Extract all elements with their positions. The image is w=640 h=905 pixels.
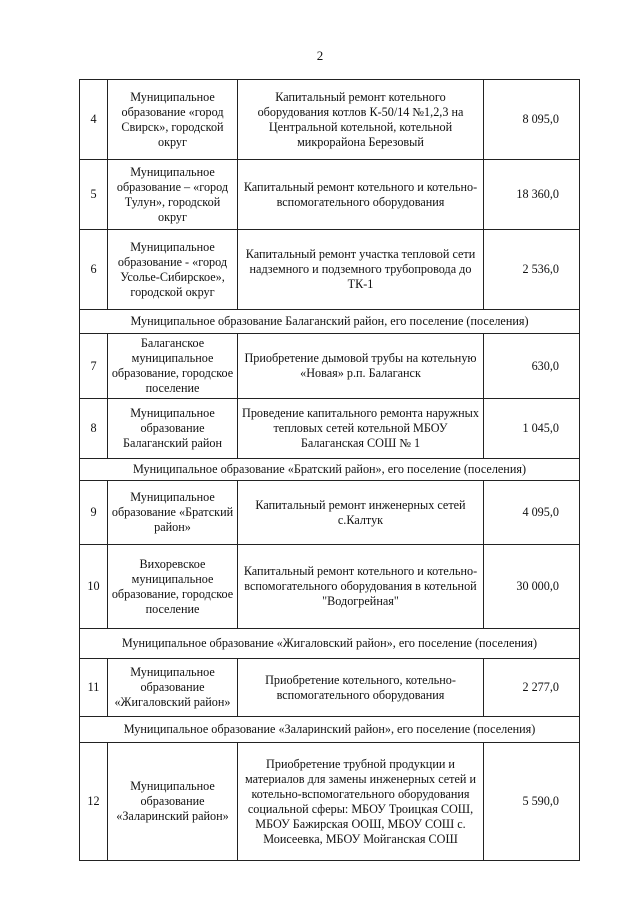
table-row xyxy=(80,481,580,545)
amount-cell: 5 590,0 xyxy=(484,743,580,861)
row-number: 8 xyxy=(80,399,108,459)
table-row xyxy=(80,743,580,861)
row-number: 11 xyxy=(80,659,108,717)
section-row xyxy=(80,629,580,659)
work-description-cell: Проведение капитального ремонта наружных тепловых сетей котельной МБОУ Балаганская СОШ № 1 xyxy=(238,399,484,459)
section-row xyxy=(80,717,580,743)
row-number: 10 xyxy=(80,545,108,629)
municipality-cell: Муниципальное образование «Жигаловский район» xyxy=(108,659,238,717)
section-row xyxy=(80,310,580,334)
row-number: 6 xyxy=(80,230,108,310)
amount-cell: 8 095,0 xyxy=(484,80,580,160)
section-title: Муниципальное образование Балаганский район, его поселение (поселения) xyxy=(80,310,580,334)
work-description-cell: Капитальный ремонт котельного оборудования котлов К-50/14 №1,2,3 на Центральной котельной, котельной микрорайона Березовый xyxy=(238,80,484,160)
work-description-cell: Приобретение котельного, котельно-вспомогательного оборудования xyxy=(238,659,484,717)
municipality-cell: Муниципальное образование «Братский район» xyxy=(108,481,238,545)
table-row xyxy=(80,659,580,717)
table-row xyxy=(80,80,580,160)
municipality-cell: Муниципальное образование «город Свирск», городской округ xyxy=(108,80,238,160)
table-row xyxy=(80,334,580,399)
municipality-cell: Балаганское муниципальное образование, городское поселение xyxy=(108,334,238,399)
amount-cell: 2 277,0 xyxy=(484,659,580,717)
municipality-cell: Муниципальное образование - «город Усолье-Сибирское», городской округ xyxy=(108,230,238,310)
page-number: 2 xyxy=(316,48,324,63)
municipality-cell: Вихоревское муниципальное образование, городское поселение xyxy=(108,545,238,629)
funding-table xyxy=(79,79,580,861)
row-number: 4 xyxy=(80,80,108,160)
work-description-cell: Капитальный ремонт участка тепловой сети надземного и подземного трубопровода до ТК-1 xyxy=(238,230,484,310)
section-row xyxy=(80,459,580,481)
table-row xyxy=(80,545,580,629)
municipality-cell: Муниципальное образование Балаганский район xyxy=(108,399,238,459)
amount-cell: 630,0 xyxy=(484,334,580,399)
amount-cell: 30 000,0 xyxy=(484,545,580,629)
work-description-cell: Капитальный ремонт котельного и котельно-вспомогательного оборудования в котельной "Водогрейная" xyxy=(238,545,484,629)
table-row xyxy=(80,230,580,310)
section-title: Муниципальное образование «Заларинский район», его поселение (поселения) xyxy=(80,717,580,743)
amount-cell: 4 095,0 xyxy=(484,481,580,545)
section-title: Муниципальное образование «Братский район», его поселение (поселения) xyxy=(80,459,580,481)
work-description-cell: Приобретение трубной продукции и материалов для замены инженерных сетей и котельно-вспомогательного оборудования социальной сферы: МБОУ Троицкая СОШ, МБОУ Бажирская ООШ, МБОУ СОШ с. Моисеевка, МБОУ Мойганская СОШ xyxy=(238,743,484,861)
work-description-cell: Капитальный ремонт инженерных сетей с.Калтук xyxy=(238,481,484,545)
row-number: 7 xyxy=(80,334,108,399)
work-description-cell: Капитальный ремонт котельного и котельно-вспомогательного оборудования xyxy=(238,160,484,230)
municipality-cell: Муниципальное образование – «город Тулун», городской округ xyxy=(108,160,238,230)
row-number: 5 xyxy=(80,160,108,230)
section-title: Муниципальное образование «Жигаловский район», его поселение (поселения) xyxy=(80,629,580,659)
amount-cell: 2 536,0 xyxy=(484,230,580,310)
row-number: 12 xyxy=(80,743,108,861)
work-description-cell: Приобретение дымовой трубы на котельную «Новая» р.п. Балаганск xyxy=(238,334,484,399)
row-number: 9 xyxy=(80,481,108,545)
municipality-cell: Муниципальное образование «Заларинский район» xyxy=(108,743,238,861)
amount-cell: 18 360,0 xyxy=(484,160,580,230)
table-row xyxy=(80,399,580,459)
amount-cell: 1 045,0 xyxy=(484,399,580,459)
table-row xyxy=(80,160,580,230)
